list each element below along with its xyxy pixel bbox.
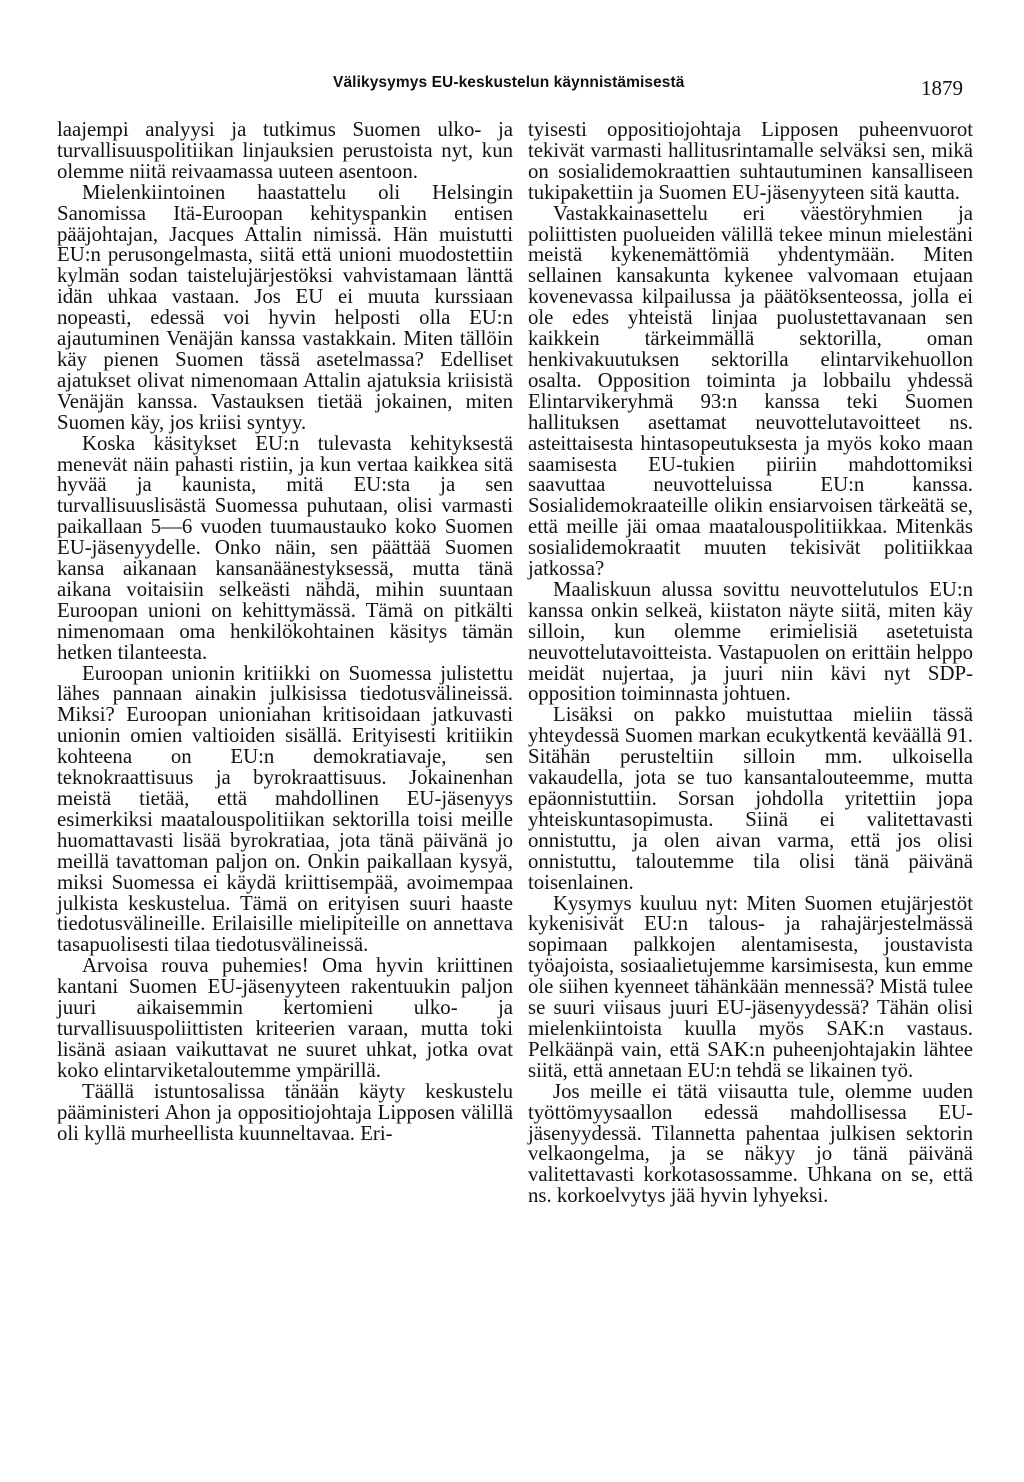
paragraph: Täällä istuntosalissa tänään käyty keskustelu pääministeri Ahon ja oppositiojohtaja Lipposen välillä oli kyllä murheellista kuunneltavaa. Eri-	[57, 1079, 513, 1145]
paragraph: Koska käsitykset EU:n tulevasta kehityksestä menevät näin pahasti ristiin, ja kun vertaa kaikkea sitä hyvää ja kaunista, mitä EU:sta ja sen turvallisuuslisästä Suomessa puhutaan, olisi varmasti paikallaan 5—6 vuoden tuumaustauko koko Suomen EU-jäsenyydelle. Onko näin, sen päättää Suomen kansa aikanaan kansanäänestyksessä, mutta tänä aikana voitaisiin selkeästi nähdä, mihin suuntaan Euroopan unioni on kehittymässä. Tämä on pitkälti nimenomaan oma henkilökohtainen käsitys tämän hetken tilanteesta.	[57, 431, 513, 664]
paragraph: laajempi analyysi ja tutkimus Suomen ulko- ja turvallisuuspolitiikan linjauksien perustoista nyt, kun olemme niitä reivaamassa uuteen asentoon.	[57, 118, 513, 183]
paragraph: Arvoisa rouva puhemies! Oma hyvin kriittinen kantani Suomen EU-jäsenyyteen rakentuukin paljon juuri aikaisemmin kertomieni ulko- ja turvallisuuspoliittisten kriteerien varaan, mutta toki lisänä asiaan vaikuttavat ne suuret uhkat, jotka ovat koko elintarviketaloutemme ympärillä.	[57, 954, 513, 1082]
right-column	[528, 120, 973, 1207]
paragraph: Maaliskuun alussa sovittu neuvottelutulos EU:n kanssa onkin selkeä, kiistaton näyte siitä, miten käy silloin, kun olemme erimielisiä asetetuista neuvottelutavoitteista. Vastapuolen on erittäin helppo meidät nujertaa, ja juuri niin kävi nyt SDP-opposition toiminnasta johtuen.	[528, 577, 973, 706]
paragraph: tyisesti oppositiojohtaja Lipposen puheenvuorot tekivät varmasti hallitusrintamalle selväksi sen, mikä on sosialidemokraattien suhtautuminen kansalliseen tukipakettiin ja Suomen EU-jäsenyyteen sitä kautta.	[528, 118, 973, 204]
page-number: 1879	[921, 76, 963, 100]
paragraph: Lisäksi on pakko muistuttaa mieliin tässä yhteydessä Suomen markan ecukytkentä keväällä 91. Sitähän perusteltiin silloin mm. ulkoisella vakaudella, jota se tuo kansantalouteemme, mutta epäonnistuttiin. Sorsan johdolla yritettiin jopa yhteiskuntasopimusta. Siinä ei valitettavasti onnistuttu, ja olen aivan varma, että jos olisi onnistuttu, taloutemme tila olisi tänä päivänä toisenlainen.	[528, 703, 973, 894]
running-title: Välikysymys EU-keskustelun käynnistämisestä	[333, 74, 685, 91]
paragraph: Jos meille ei tätä viisautta tule, olemme uuden työttömyysaallon edessä mahdollisessa EU-jäsenyydessä. Tilannetta pahentaa julkisen sektorin velkaongelma, ja se näkyy jo tänä päivänä valitettavasti korkotasossamme. Uhkana on se, että ns. korkoelvytys jää hyvin lyhyeksi.	[528, 1079, 973, 1208]
left-column	[57, 120, 513, 1144]
paragraph: Vastakkainasettelu eri väestöryhmien ja poliittisten puolueiden välillä tekee minun mielestäni meistä kykenemättömiä yhdentymään. Miten sellainen kansakunta kykenee valvomaan etujaan kovenevassa kilpailussa ja päätöksenteossa, jolla ei ole edes yhteistä linjaa puolustettavanaan sen kaikkein tärkeimmällä sektorilla, oman henkivakuutuksen sektorilla elintarvikehuollon osalta. Opposition toiminta ja lobbailu yhdessä Elintarvikeryhmä 93:n kanssa teki Suomen hallituksen asettamat neuvottelutavoitteet ns. asteittaisesta hintasopeutuksesta ja myös koko maan saamisesta EU-tukien piiriin mahdottomiksi saavuttaa neuvotteluissa EU:n kanssa. Sosialidemokraateille olikin ensiarvoisen tärkeätä se, että meille jäi omaa maatalouspolitiikkaa. Mitenkäs sosialidemokraatit muuten tekisivät politiikkaa jatkossa?	[528, 201, 973, 581]
paragraph: Euroopan unionin kritiikki on Suomessa julistettu lähes pannaan ainakin julkisissa tiedotusvälineissä. Miksi? Euroopan unioniahan kritisoidaan jatkuvasti unionin omien valtioiden sisällä. Erityisesti kritiikin kohteena on EU:n demokratiavaje, sen teknokraattisuus ja byrokraattisuus. Jokainenhan meistä tietää, että mahdollinen EU-jäsenyys esimerkiksi maatalouspolitiikan sektorilla toisi meille huomattavasti lisää byrokratiaa, jota tänä päivänä jo meillä tavattoman paljon on. Onkin paikallaan kysyä, miksi Suomessa ei käydä kriittisempää, avoimempaa julkista keskustelua. Tämä on erityisen suuri haaste tiedotusvälineille. Erilaisille mielipiteille on annettava tasapuolisesti tilaa tiedotusvälineissä.	[57, 661, 513, 957]
paragraph: Mielenkiintoinen haastattelu oli Helsingin Sanomissa Itä-Euroopan kehityspankin entisen pääjohtajan, Jacques Attalin nimissä. Hän muistutti EU:n perusongelmasta, siitä että unioni muodostettiin kylmän sodan taistelujärjestöksi vahvistamaan länttä idän uhkaa vastaan. Jos EU ei muuta kurssiaan nopeasti, edessä voi hyvin helposti olla EU:n ajautuminen Venäjän kanssa vastakkain. Miten tällöin käy pienen Suomen tässä asetelmassa? Edelliset ajatukset olivat nimenomaan Attalin ajatuksia kriisistä Venäjän kanssa. Vastauksen tietää jokainen, miten Suomen käy, jos kriisi syntyy.	[57, 180, 513, 434]
paragraph: Kysymys kuuluu nyt: Miten Suomen etujärjestöt kykenisivät EU:n talous- ja rahajärjestelmässä sopimaan palkkojen alentamisesta, joustavista työajoista, sosiaalietujemme karsimisesta, kun emme ole siihen kyenneet tähänkään mennessä? Mistä tulee se suuri viisaus juuri EU-jäsenyydessä? Tähän olisi mielenkiintoista kuulla myös SAK:n vastaus. Pelkäänpä vain, että SAK:n puheenjohtajakin lähtee siitä, että annetaan EU:n tehdä se likainen työ.	[528, 891, 973, 1082]
